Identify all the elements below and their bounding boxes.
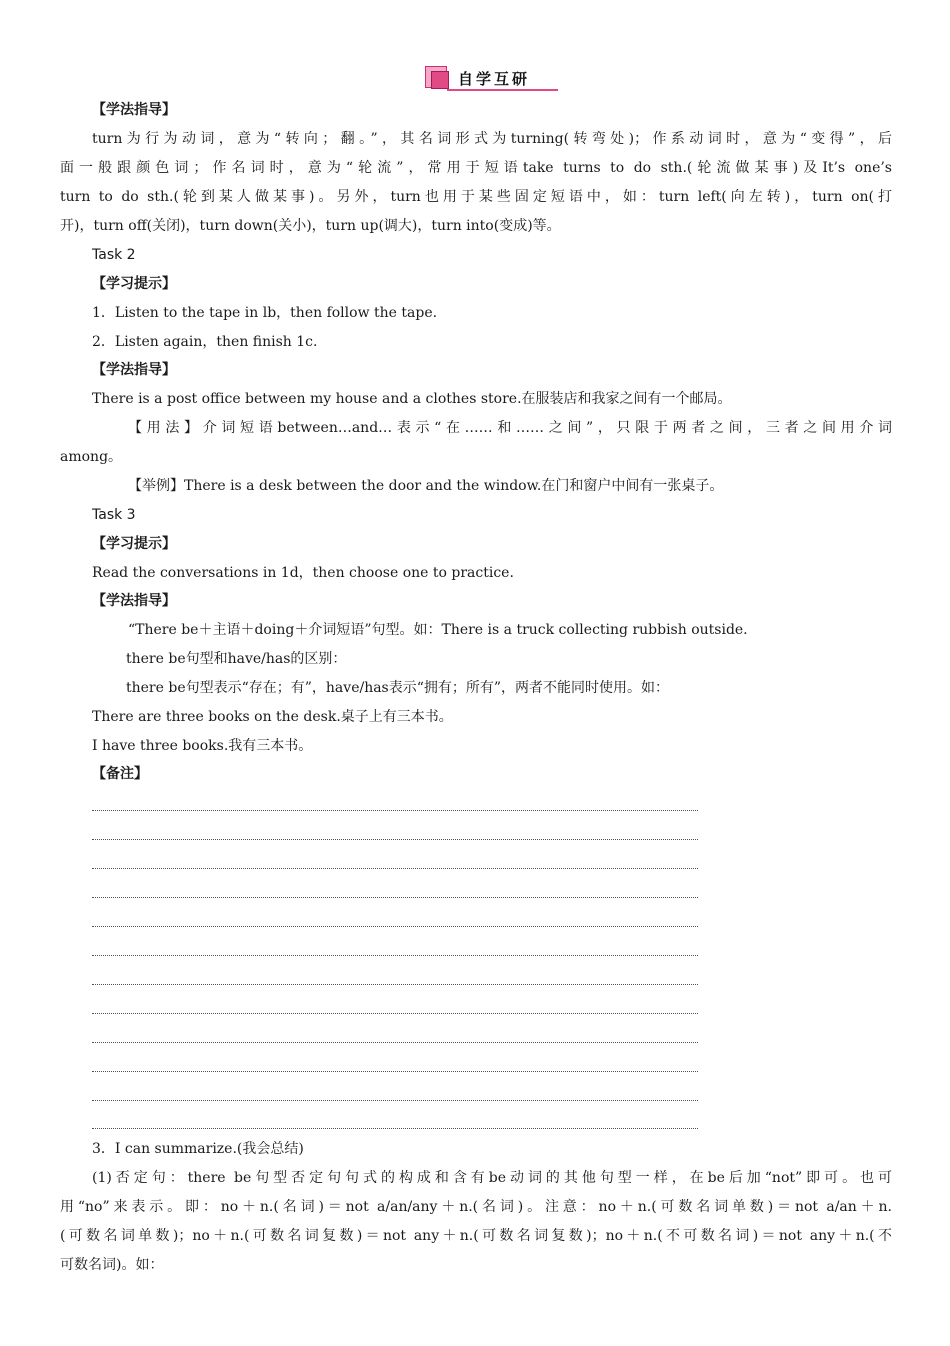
text-line: 【举例】There is a desk between the door and the window.在门和窗户中间有一张桌子。 [128,478,724,494]
text-line: I have three books.我有三本书。 [92,738,313,754]
section-header [425,66,558,92]
text-line: turn为行为动词，意为“转向；翻。”，其名词形式为turning(转弯处)；作系动词时，意为“变得”，后 [92,131,892,147]
text-line: there be句型表示“存在；有”，have/has表示“拥有；所有”，两者不能同时使用。如： [126,680,670,696]
text-line: 【备注】 [92,766,148,782]
text-line: 可数名词)。如： [60,1257,164,1273]
note-writing-line [92,1013,698,1014]
note-writing-line [92,868,698,869]
note-writing-line [92,1100,698,1101]
note-writing-line [92,897,698,898]
text-line: 1．Listen to the tape in lb，then follow the tape. [92,305,438,321]
text-line: 【学习提示】 [92,276,176,292]
text-line: 【学法指导】 [92,362,176,378]
text-line: “There be＋主语＋doing＋介词短语”句型。如：There is a truck collecting rubbish outside. [128,622,748,638]
note-writing-line [92,1128,698,1129]
note-writing-line [92,1071,698,1072]
text-line: 【学法指导】 [92,593,176,609]
section-title: 自学互研 [458,70,531,88]
text-line: among。 [60,449,123,465]
note-writing-line [92,1042,698,1043]
header-decor-square-front-icon [431,71,449,89]
note-writing-line [92,955,698,956]
text-line: 用“no”来表示。即：no＋n.(名词)＝not a/an/any＋n.(名词)。注意：no＋n.(可数名词单数)＝not a/an＋n. [60,1199,892,1215]
text-line: 【用法】介词短语between…and…表示“在……和……之间”，只限于两者之间，三者之间用介词 [128,420,892,436]
text-line: Task 3 [92,507,136,523]
text-line: (1)否定句：there be句型否定句句式的构成和含有be动词的其他句型一样，在be后加“not”即可。也可 [92,1170,892,1186]
text-line: Task 2 [92,247,136,263]
text-line: 面一般跟颜色词；作名词时，意为“轮流”，常用于短语take turns to do sth.(轮流做某事)及It’s one’s [60,160,892,176]
text-line: There are three books on the desk.桌子上有三本书。 [92,709,453,725]
text-line: There is a post office between my house and a clothes store.在服装店和我家之间有一个邮局。 [92,391,732,407]
text-line: Read the conversations in 1d，then choose one to practice. [92,565,514,581]
note-writing-line [92,926,698,927]
text-line: there be句型和have/has的区别： [126,651,347,667]
text-line: 【学法指导】 [92,102,176,118]
text-line: (可数名词单数)；no＋n.(可数名词复数)＝not any＋n.(可数名词复数)；no＋n.(不可数名词)＝not any＋n.(不 [60,1228,892,1244]
text-line: 3．I can summarize.(我会总结) [92,1141,304,1157]
text-line: turn to do sth.(轮到某人做某事)。另外，turn也用于某些固定短语中，如：turn left(向左转)，turn on(打 [60,189,892,205]
note-writing-line [92,984,698,985]
note-writing-line [92,839,698,840]
text-line: 2．Listen again，then finish 1c. [92,334,318,350]
header-underline [447,89,558,91]
note-writing-line [92,810,698,811]
text-line: 开)，turn off(关闭)，turn down(关小)，turn up(调大)，turn into(变成)等。 [60,218,561,234]
text-line: 【学习提示】 [92,536,176,552]
